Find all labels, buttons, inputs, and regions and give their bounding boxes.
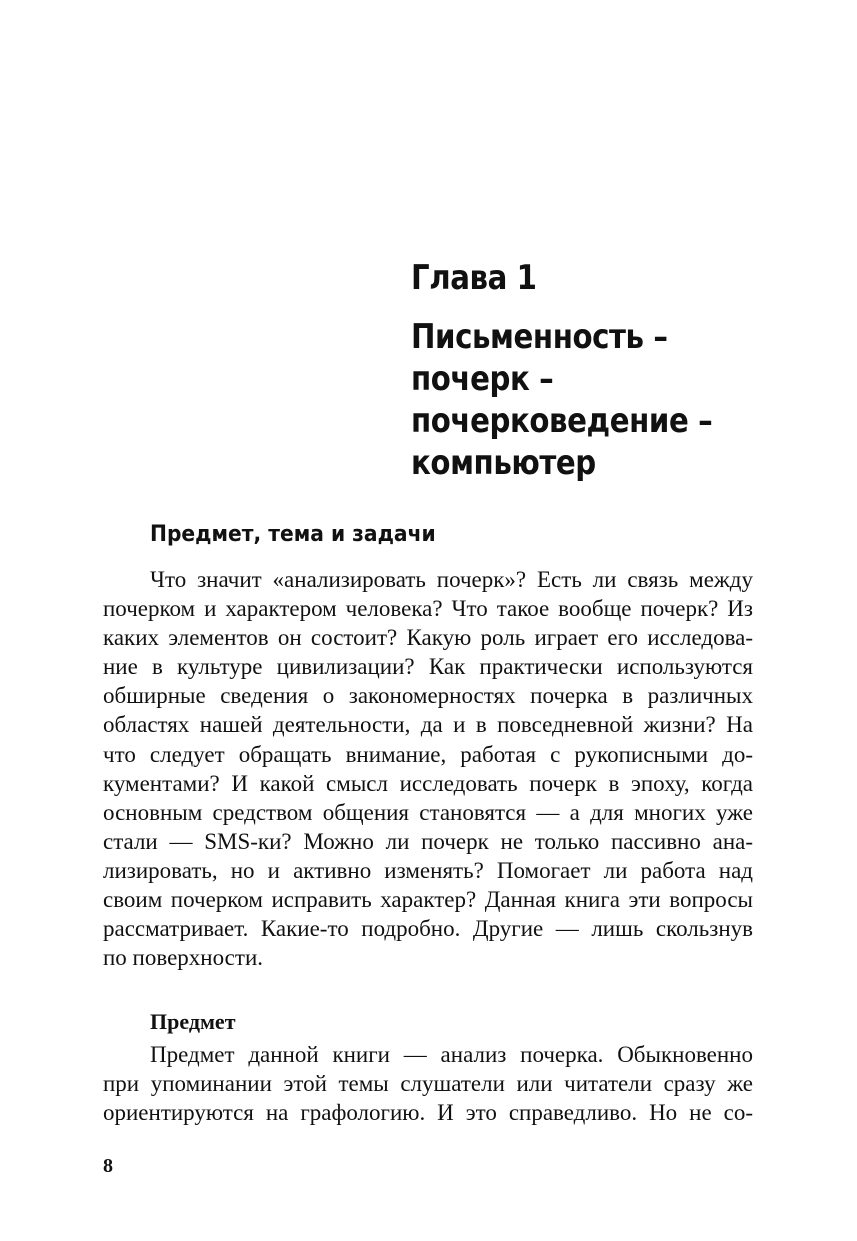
text-line: что следует обращать внимание, работая с рукописными до- [103, 741, 753, 767]
chapter-title-line: почерк – [411, 359, 554, 399]
paragraph-subject [103, 1040, 753, 1127]
section-heading: Предмет, тема и задачи [150, 522, 436, 547]
chapter-header [411, 256, 841, 484]
chapter-label: Глава 1 [411, 258, 537, 298]
text-line: по поверхности. [103, 945, 264, 971]
text-line: ориентируются на графологию. И это справедливо. Но не со- [103, 1100, 753, 1126]
text-line: кументами? И какой смысл исследовать почерк в эпоху, когда [103, 770, 753, 796]
text-line: лизировать, но и активно изменять? Помогает ли работа над [103, 857, 753, 883]
chapter-title-line: компьютер [411, 443, 596, 483]
text-line: Что значит «анализировать почерк»? Есть ли связь между [150, 567, 753, 592]
text-line: областях нашей деятельности, да и в повседневной жизни? На [103, 712, 753, 738]
text-line: каких элементов он состоит? Какую роль играет его исследова- [103, 625, 753, 651]
text-line: своим почерком исправить характер? Данная книга эти вопросы [103, 887, 753, 913]
page-number: 8 [103, 1155, 113, 1177]
subsection-heading: Предмет [150, 1009, 236, 1034]
text-line: при упоминании этой темы слушатели или читатели сразу же [103, 1071, 753, 1097]
text-line: ние в культуре цивилизации? Как практически используются [103, 654, 753, 680]
chapter-title [411, 316, 781, 484]
paragraph-intro [103, 565, 753, 972]
text-line: стали — SMS-ки? Можно ли почерк не только пассивно ана- [103, 828, 753, 854]
text-line: почерком и характером человека? Что такое вообще почерк? Из [103, 596, 753, 622]
chapter-title-line: почерковедение – [411, 401, 713, 441]
text-line: рассматривает. Какие-то подробно. Другие — лишь скользнув [103, 916, 753, 942]
chapter-title-line: Письменность – [411, 317, 668, 357]
text-line: обширные сведения о закономерностях почерка в различных [103, 683, 753, 709]
text-line: Предмет данной книги — анализ почерка. Обыкновенно [150, 1042, 753, 1067]
text-line: основным средством общения становятся — а для многих уже [103, 799, 753, 825]
